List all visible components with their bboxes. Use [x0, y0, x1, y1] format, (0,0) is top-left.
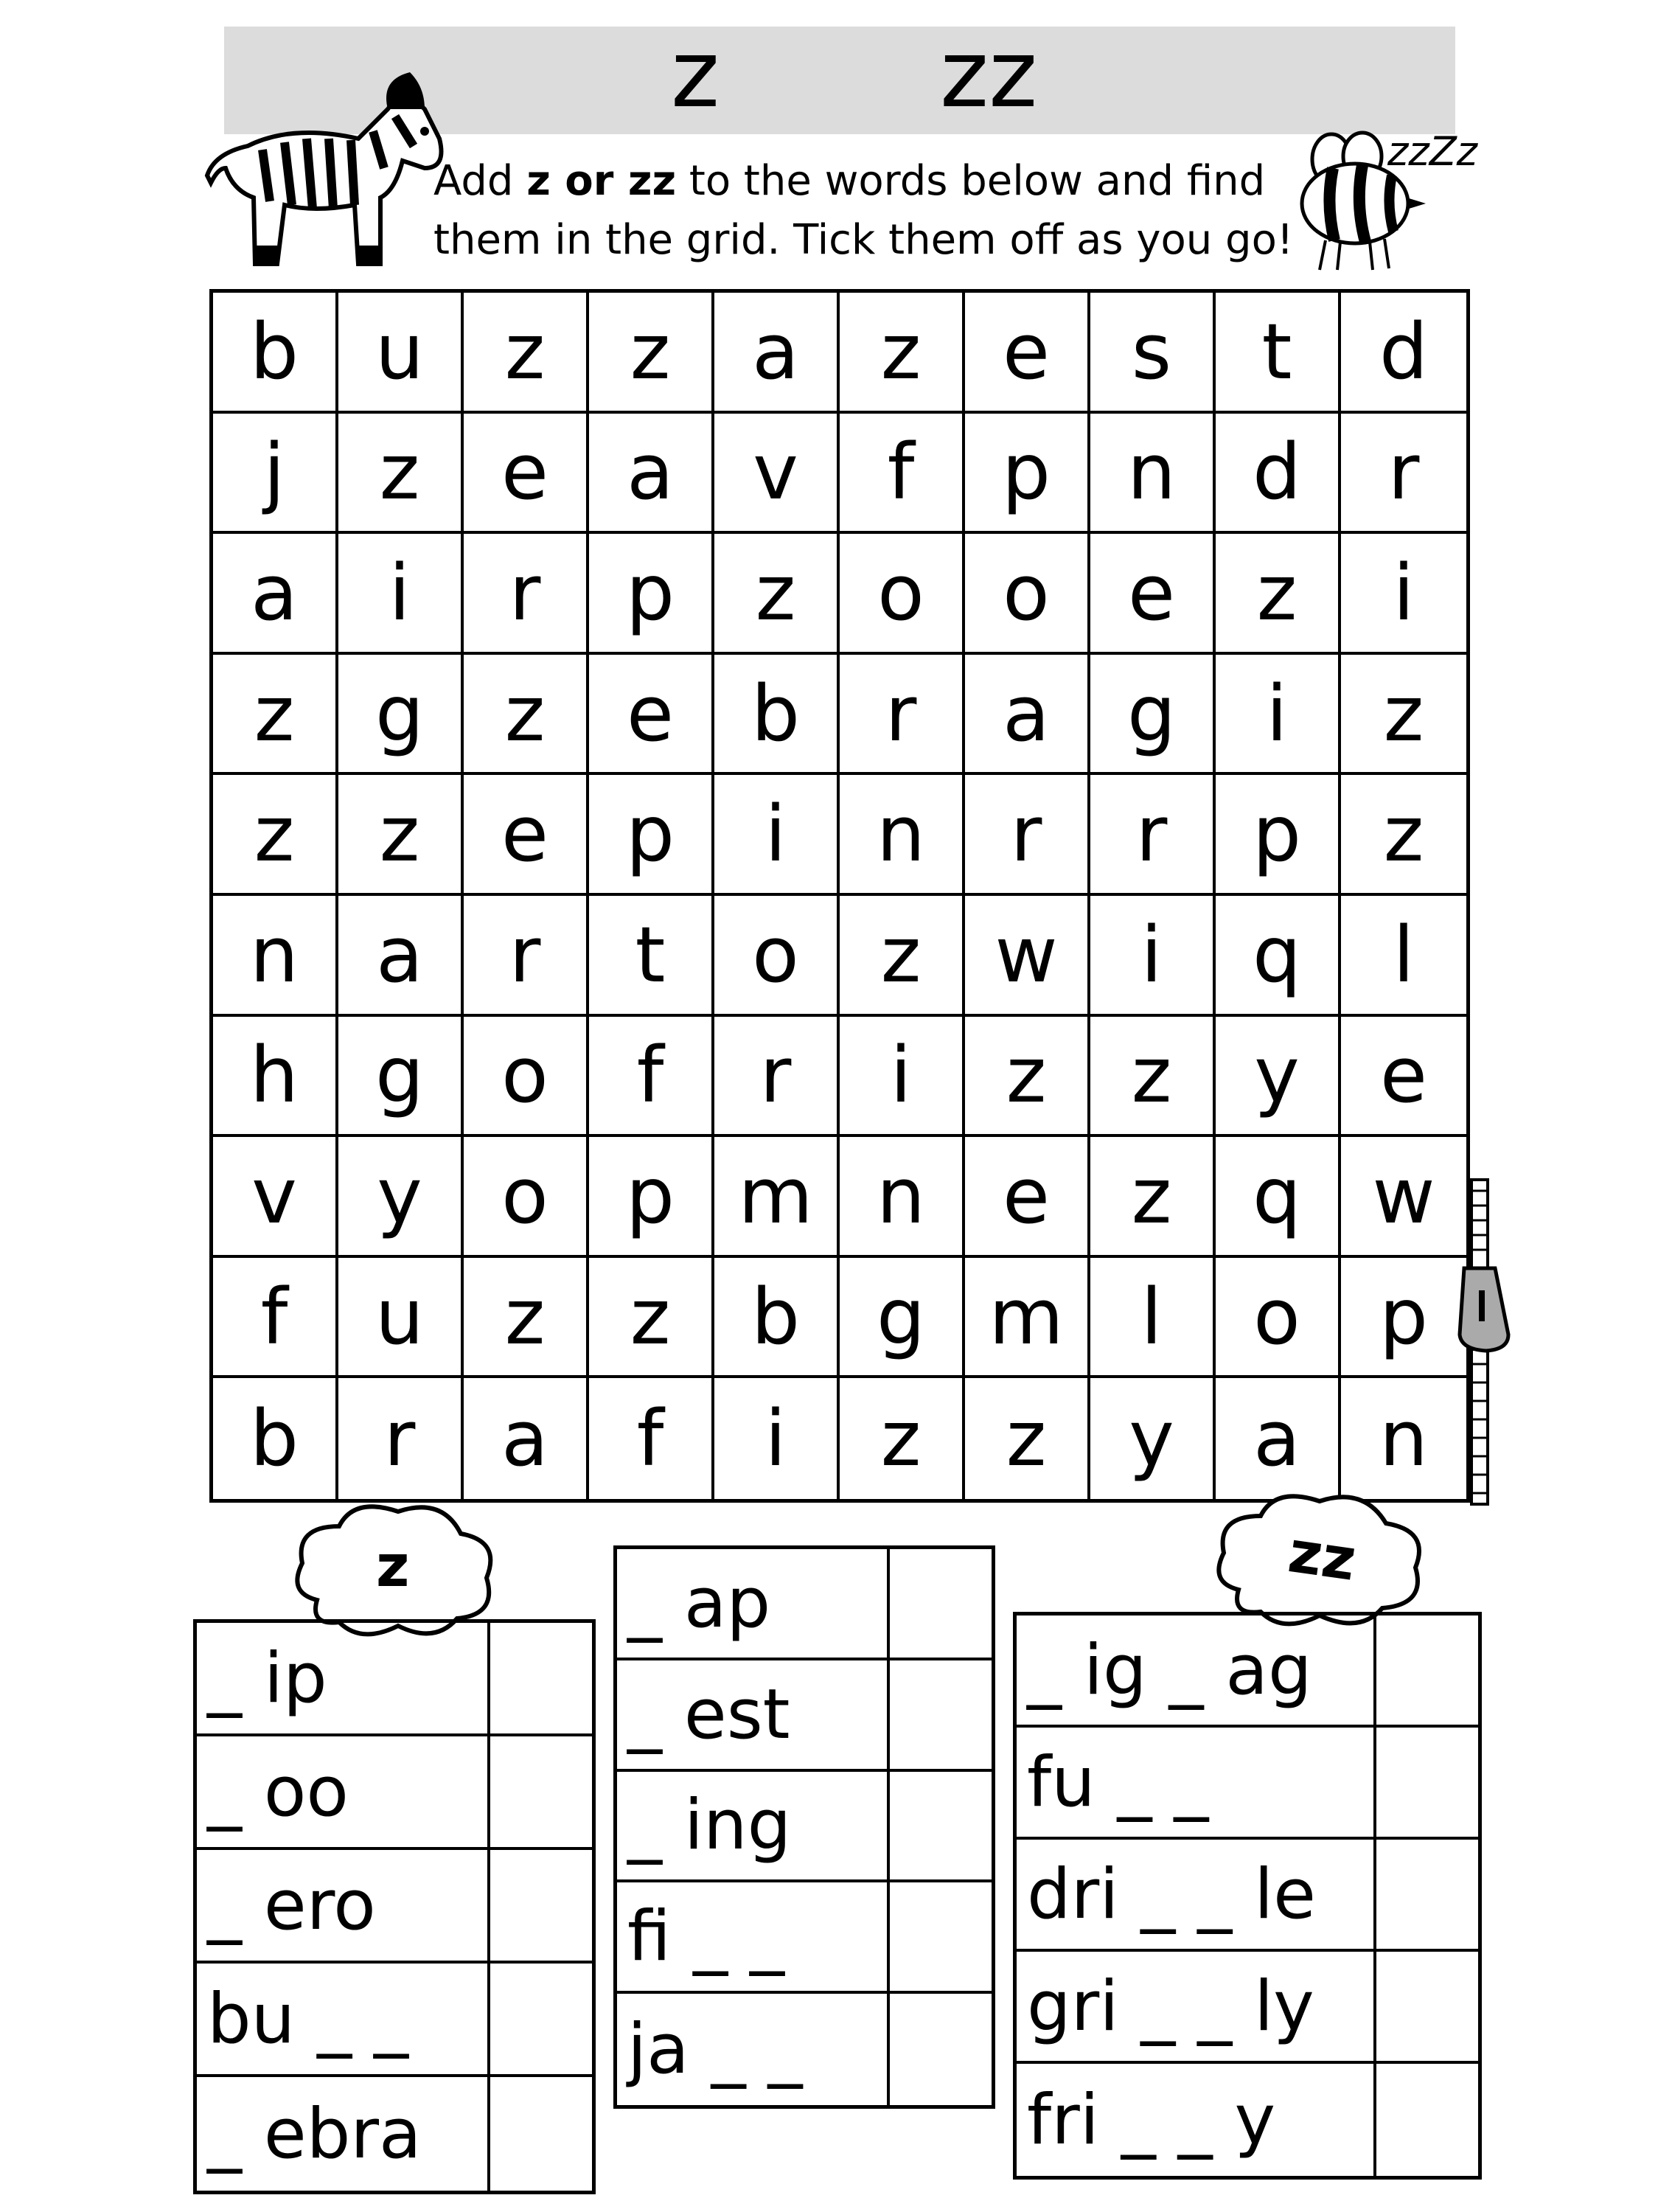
grid-cell[interactable]: i	[714, 1378, 840, 1499]
grid-cell[interactable]: o	[965, 534, 1090, 655]
tick-box[interactable]	[1376, 1615, 1478, 1725]
grid-cell[interactable]: a	[714, 293, 840, 414]
grid-cell[interactable]: a	[1216, 1378, 1341, 1499]
grid-cell[interactable]: g	[338, 1017, 464, 1138]
grid-cell[interactable]: p	[1341, 1258, 1466, 1379]
grid-cell[interactable]: b	[213, 1378, 338, 1499]
grid-cell[interactable]: z	[1216, 534, 1341, 655]
grid-cell[interactable]: z	[965, 1378, 1090, 1499]
grid-cell[interactable]: n	[840, 775, 965, 896]
bee-snore-text: zzZz	[1387, 128, 1478, 175]
grid-cell[interactable]: z	[1341, 655, 1466, 776]
grid-cell[interactable]: t	[589, 896, 714, 1017]
tick-box[interactable]	[490, 1623, 592, 1733]
grid-cell[interactable]: b	[714, 655, 840, 776]
word-prompt: _ oo	[197, 1736, 490, 1847]
grid-cell[interactable]: i	[714, 775, 840, 896]
grid-cell[interactable]: q	[1216, 1137, 1341, 1258]
grid-cell[interactable]: f	[589, 1017, 714, 1138]
word-prompt: fu _ _	[1017, 1728, 1376, 1837]
grid-cell[interactable]: n	[213, 896, 338, 1017]
cloud-zz-label: zz	[1284, 1519, 1360, 1594]
grid-cell[interactable]: z	[213, 775, 338, 896]
grid-cell[interactable]: n	[1090, 414, 1216, 535]
grid-cell[interactable]: w	[1341, 1137, 1466, 1258]
word-list-row	[197, 1850, 592, 1964]
grid-cell[interactable]: i	[840, 1017, 965, 1138]
tick-box[interactable]	[890, 1882, 992, 1991]
word-list-z-1	[193, 1619, 596, 2194]
grid-cell[interactable]: z	[840, 293, 965, 414]
grid-cell[interactable]: r	[965, 775, 1090, 896]
word-list-row	[617, 1772, 992, 1883]
word-list-zz	[1013, 1612, 1482, 2180]
grid-cell[interactable]: f	[589, 1378, 714, 1499]
grid-cell[interactable]: h	[213, 1017, 338, 1138]
grid-cell[interactable]: r	[464, 534, 589, 655]
grid-cell[interactable]: v	[714, 414, 840, 535]
grid-cell[interactable]: p	[589, 775, 714, 896]
word-list-row	[197, 1623, 592, 1736]
title-z: z	[671, 20, 720, 128]
tick-box[interactable]	[890, 1994, 992, 2105]
grid-cell[interactable]: g	[1090, 655, 1216, 776]
grid-cell[interactable]: z	[464, 1258, 589, 1379]
grid-cell[interactable]: z	[338, 775, 464, 896]
grid-cell[interactable]: i	[1341, 534, 1466, 655]
word-list-row	[1017, 2064, 1478, 2176]
grid-cell[interactable]: m	[965, 1258, 1090, 1379]
grid-cell[interactable]: a	[589, 414, 714, 535]
grid-cell[interactable]: i	[338, 534, 464, 655]
grid-cell[interactable]: r	[1341, 414, 1466, 535]
grid-cell[interactable]: z	[1090, 1137, 1216, 1258]
grid-cell[interactable]: e	[464, 775, 589, 896]
word-list-row	[1017, 1840, 1478, 1952]
grid-cell[interactable]: s	[1090, 293, 1216, 414]
grid-cell[interactable]: e	[589, 655, 714, 776]
tick-box[interactable]	[1376, 1728, 1478, 1837]
grid-cell[interactable]: u	[338, 1258, 464, 1379]
grid-cell[interactable]: p	[589, 1137, 714, 1258]
word-prompt: ja _ _	[617, 1994, 890, 2105]
grid-cell[interactable]: o	[464, 1137, 589, 1258]
word-prompt: gri _ _ ly	[1017, 1952, 1376, 2061]
grid-cell[interactable]: i	[1090, 896, 1216, 1017]
grid-cell[interactable]: z	[1341, 775, 1466, 896]
grid-cell[interactable]: z	[589, 293, 714, 414]
grid-cell[interactable]: w	[965, 896, 1090, 1017]
grid-cell[interactable]: o	[1216, 1258, 1341, 1379]
tick-box[interactable]	[890, 1660, 992, 1769]
word-list-row	[197, 1736, 592, 1850]
zipper-icon	[1457, 1180, 1516, 1504]
word-list-row	[617, 1994, 992, 2105]
grid-cell[interactable]: b	[213, 293, 338, 414]
grid-cell[interactable]: f	[213, 1258, 338, 1379]
grid-cell[interactable]: z	[589, 1258, 714, 1379]
word-prompt: fi _ _	[617, 1882, 890, 1991]
tick-box[interactable]	[490, 1964, 592, 2074]
grid-cell[interactable]: z	[213, 655, 338, 776]
grid-cell[interactable]: u	[338, 293, 464, 414]
word-prompt: _ ebra	[197, 2077, 490, 2191]
word-prompt: _ ap	[617, 1549, 890, 1658]
grid-cell[interactable]: l	[1090, 1258, 1216, 1379]
grid-cell[interactable]: i	[1216, 655, 1341, 776]
grid-cell[interactable]: d	[1216, 414, 1341, 535]
grid-cell[interactable]: e	[965, 1137, 1090, 1258]
instruction-line-1: Add z or zz to the words below and find	[433, 157, 1266, 205]
grid-cell[interactable]: z	[464, 293, 589, 414]
word-list-row	[1017, 1728, 1478, 1840]
instructions	[433, 152, 1362, 270]
word-prompt: dri _ _ le	[1017, 1840, 1376, 1949]
grid-cell[interactable]: m	[714, 1137, 840, 1258]
word-list-z-2	[613, 1545, 995, 2109]
grid-cell[interactable]: z	[338, 414, 464, 535]
word-prompt: bu _ _	[197, 1964, 490, 2074]
instruction-line-2: them in the grid. Tick them off as you go!	[433, 216, 1294, 264]
grid-cell[interactable]: f	[840, 414, 965, 535]
grid-cell[interactable]: d	[1341, 293, 1466, 414]
tick-box[interactable]	[490, 1850, 592, 1961]
grid-cell[interactable]: g	[338, 655, 464, 776]
grid-cell[interactable]: p	[965, 414, 1090, 535]
grid-cell[interactable]: p	[1216, 775, 1341, 896]
grid-cell[interactable]: z	[965, 1017, 1090, 1138]
grid-cell[interactable]: e	[1341, 1017, 1466, 1138]
grid-cell[interactable]: z	[714, 534, 840, 655]
grid-cell[interactable]: v	[213, 1137, 338, 1258]
grid-cell[interactable]: a	[965, 655, 1090, 776]
title-zz: zz	[940, 20, 1038, 128]
zebra-icon	[203, 58, 454, 279]
grid-cell[interactable]: z	[840, 1378, 965, 1499]
word-list-row	[617, 1882, 992, 1994]
grid-cell[interactable]: r	[714, 1017, 840, 1138]
word-prompt: _ ig _ ag	[1017, 1615, 1376, 1725]
tick-box[interactable]	[1376, 1952, 1478, 2061]
word-list-row	[197, 1964, 592, 2077]
grid-cell[interactable]: j	[213, 414, 338, 535]
grid-cell[interactable]: r	[464, 896, 589, 1017]
tick-box[interactable]	[1376, 2064, 1478, 2176]
word-list-row	[197, 2077, 592, 2191]
grid-cell[interactable]: n	[840, 1137, 965, 1258]
cloud-z-label: z	[376, 1534, 410, 1600]
word-list-row	[617, 1549, 992, 1660]
grid-cell[interactable]: n	[1379, 1394, 1428, 1484]
word-prompt: _ ip	[197, 1623, 490, 1733]
grid-cell[interactable]: l	[1341, 896, 1466, 1017]
grid-cell[interactable]: o	[714, 896, 840, 1017]
word-list-row	[1017, 1615, 1478, 1728]
grid-cell[interactable]: o	[840, 534, 965, 655]
grid-cell[interactable]: z	[840, 896, 965, 1017]
grid-cell[interactable]: t	[1216, 293, 1341, 414]
word-list-row	[1017, 1952, 1478, 2064]
grid-cell[interactable]: a	[213, 534, 338, 655]
grid-cell[interactable]: o	[464, 1017, 589, 1138]
tick-box[interactable]	[890, 1549, 992, 1658]
grid-cell[interactable]: e	[464, 414, 589, 535]
word-search-grid	[209, 289, 1470, 1503]
grid-cell[interactable]: p	[589, 534, 714, 655]
tick-box[interactable]	[1376, 1840, 1478, 1949]
grid-cell[interactable]: y	[1090, 1378, 1216, 1499]
word-prompt: _ est	[617, 1660, 890, 1769]
grid-cell[interactable]: y	[1216, 1017, 1341, 1138]
word-prompt: fri _ _ y	[1017, 2064, 1376, 2176]
grid-cell[interactable]: g	[840, 1258, 965, 1379]
grid-cell[interactable]: z	[1090, 1017, 1216, 1138]
tick-box[interactable]	[490, 2077, 592, 2191]
word-prompt: _ ing	[617, 1772, 890, 1880]
grid-cell[interactable]: r	[338, 1378, 464, 1499]
grid-cell[interactable]: z	[464, 655, 589, 776]
grid-cell[interactable]: q	[1216, 896, 1341, 1017]
grid-cell[interactable]: a	[464, 1378, 589, 1499]
grid-cell[interactable]: y	[338, 1137, 464, 1258]
grid-cell[interactable]: r	[1090, 775, 1216, 896]
tick-box[interactable]	[490, 1736, 592, 1847]
grid-cell[interactable]: a	[338, 896, 464, 1017]
word-prompt: _ ero	[197, 1850, 490, 1961]
word-list-row	[617, 1660, 992, 1772]
tick-box[interactable]	[890, 1772, 992, 1880]
grid-cell[interactable]: r	[840, 655, 965, 776]
grid-cell[interactable]: e	[1090, 534, 1216, 655]
grid-cell[interactable]: e	[965, 293, 1090, 414]
grid-cell[interactable]: b	[714, 1258, 840, 1379]
